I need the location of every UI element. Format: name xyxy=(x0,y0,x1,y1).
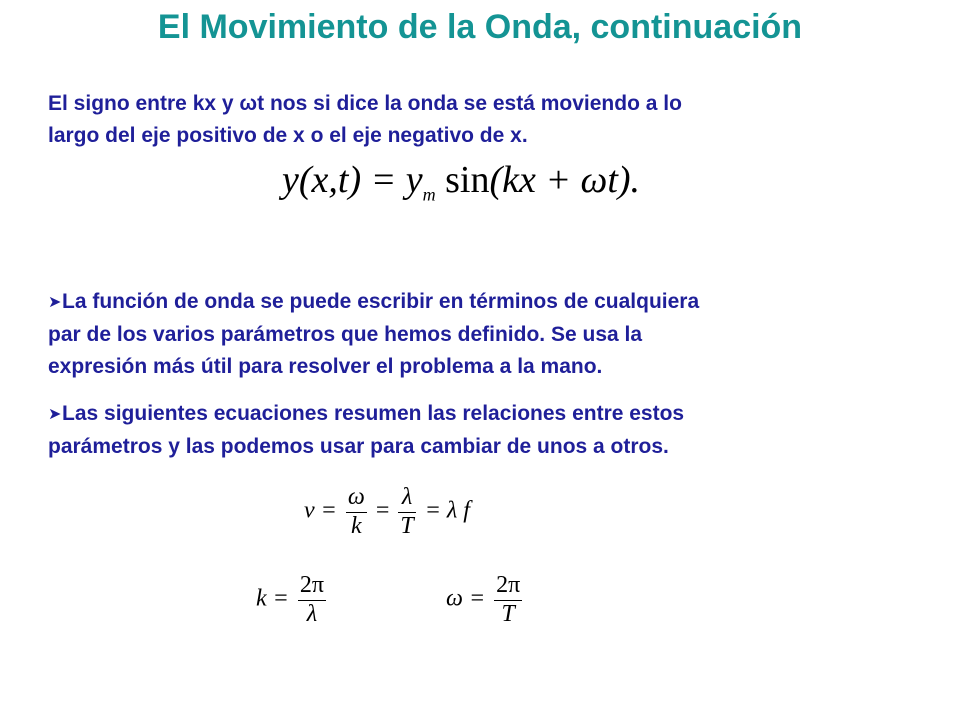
omega-over-k-fraction xyxy=(346,484,367,540)
lambda-over-t-fraction xyxy=(398,484,415,540)
bullet-1-line-2: par de los varios parámetros que hemos definido. Se usa la xyxy=(48,323,643,346)
bullet-2-line-1: Las siguientes ecuaciones resumen las relaciones entre estos xyxy=(62,402,685,425)
wavenumber-equation xyxy=(256,572,329,628)
fraction-denominator: T xyxy=(400,512,414,539)
two-pi-over-t-fraction xyxy=(494,572,522,628)
wave-equation-fn: sin xyxy=(435,159,490,201)
wavenumber-lhs: k = xyxy=(256,585,289,612)
velocity-equation xyxy=(304,484,470,540)
bullet-2-line-2: parámetros y las podemos usar para cambiar de unos a otros. xyxy=(48,435,669,458)
fraction-denominator: T xyxy=(501,600,515,627)
fraction-denominator: k xyxy=(351,512,362,539)
angular-frequency-equation xyxy=(446,572,525,628)
velocity-rhs: = λ f xyxy=(424,497,470,524)
wave-equation-arg: (kx + ωt). xyxy=(489,159,641,201)
equals-sign: = xyxy=(375,497,390,524)
wave-equation xyxy=(282,158,640,206)
velocity-lhs: v = xyxy=(304,497,337,524)
intro-line-2: largo del eje positivo de x o el eje negativo de x. xyxy=(48,124,528,147)
bullet-arrow-icon: ➤ xyxy=(48,294,62,311)
intro-line-1: El signo entre kx y ωt nos si dice la onda se está moviendo a lo xyxy=(48,92,682,115)
bullet-2 xyxy=(48,398,908,463)
page-title: El Movimiento de la Onda, continuación xyxy=(157,8,803,46)
fraction-numerator: λ xyxy=(398,484,415,513)
wave-equation-lhs: y(x,t) = y xyxy=(282,159,423,201)
fraction-denominator: λ xyxy=(306,600,318,627)
angular-frequency-lhs: ω = xyxy=(446,585,486,612)
two-pi-over-lambda-fraction xyxy=(298,572,326,628)
intro-paragraph xyxy=(48,88,908,152)
bullet-1-line-3: expresión más útil para resolver el problema a la mano. xyxy=(48,355,603,378)
wave-equation-subscript: m xyxy=(422,184,436,205)
fraction-numerator: ω xyxy=(346,484,367,513)
bullet-1-line-1: La función de onda se puede escribir en términos de cualquiera xyxy=(62,290,700,313)
bullet-arrow-icon: ➤ xyxy=(48,406,62,423)
fraction-numerator: 2π xyxy=(494,572,522,601)
bullet-1 xyxy=(48,286,908,383)
fraction-numerator: 2π xyxy=(298,572,326,601)
